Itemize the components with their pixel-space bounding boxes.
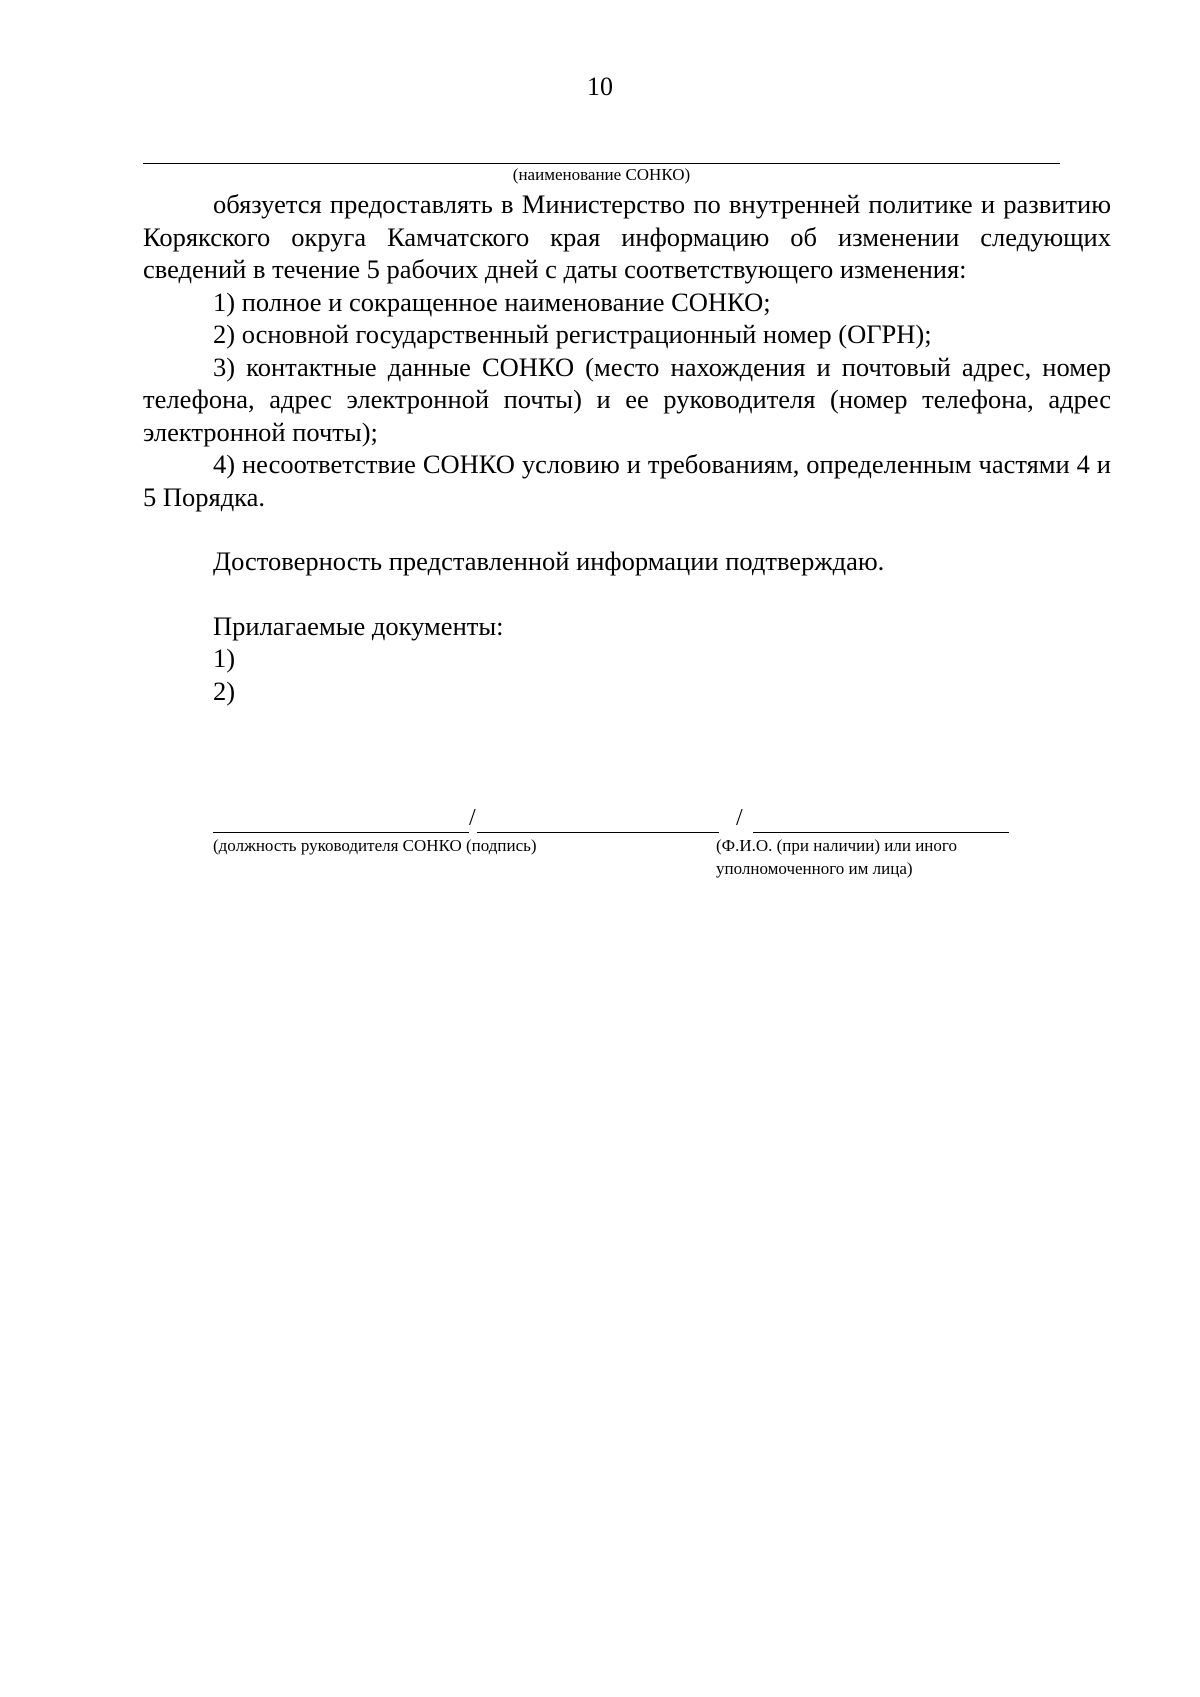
attachment-item-2: 2)	[213, 675, 236, 706]
list-item-4: 4) несоответствие СОНКО условию и требованиям, определенным частями 4 и 5 Порядка.	[143, 449, 1111, 512]
org-name-caption: (наименование СОНКО)	[512, 165, 691, 184]
signature-underline	[477, 832, 719, 833]
confirmation-statement: Достоверность представленной информации подтверждаю.	[213, 546, 885, 576]
list-item-2: 2) основной государственный регистрационный номер (ОГРН);	[213, 319, 932, 349]
document-body	[143, 188, 1111, 707]
name-underline	[753, 832, 1009, 833]
page-number: 10	[587, 72, 613, 101]
intro-paragraph: обязуется предоставлять в Министерство по внутренней политике и развитию Корякского округа Камчатского края информацию об изменении следующих сведений в течение 5 рабочих дней с даты соответствующего изменения:	[143, 189, 1111, 284]
attachment-item-1: 1)	[213, 643, 236, 673]
signature-caption-left: (должность руководителя СОНКО (подпись)	[213, 836, 537, 855]
signature-caption-right-line1: (Ф.И.О. (при наличии) или иного	[716, 836, 957, 855]
org-name-underline	[143, 163, 1060, 164]
attachments-heading: Прилагаемые документы:	[213, 610, 504, 641]
signature-separator-1: /	[469, 805, 476, 831]
signature-separator-2: /	[736, 805, 743, 831]
signature-block	[213, 800, 1013, 880]
signature-caption-right-line2: уполномоченного им лица)	[716, 859, 913, 878]
position-underline	[213, 832, 469, 833]
list-item-3: 3) контактные данные СОНКО (место нахождения и почтовый адрес, номер телефона, адрес электронной почты) и ее руководителя (номер телефона, адрес электронной почты);	[143, 351, 1111, 447]
list-item-1: 1) полное и сокращенное наименование СОНКО;	[213, 286, 771, 317]
